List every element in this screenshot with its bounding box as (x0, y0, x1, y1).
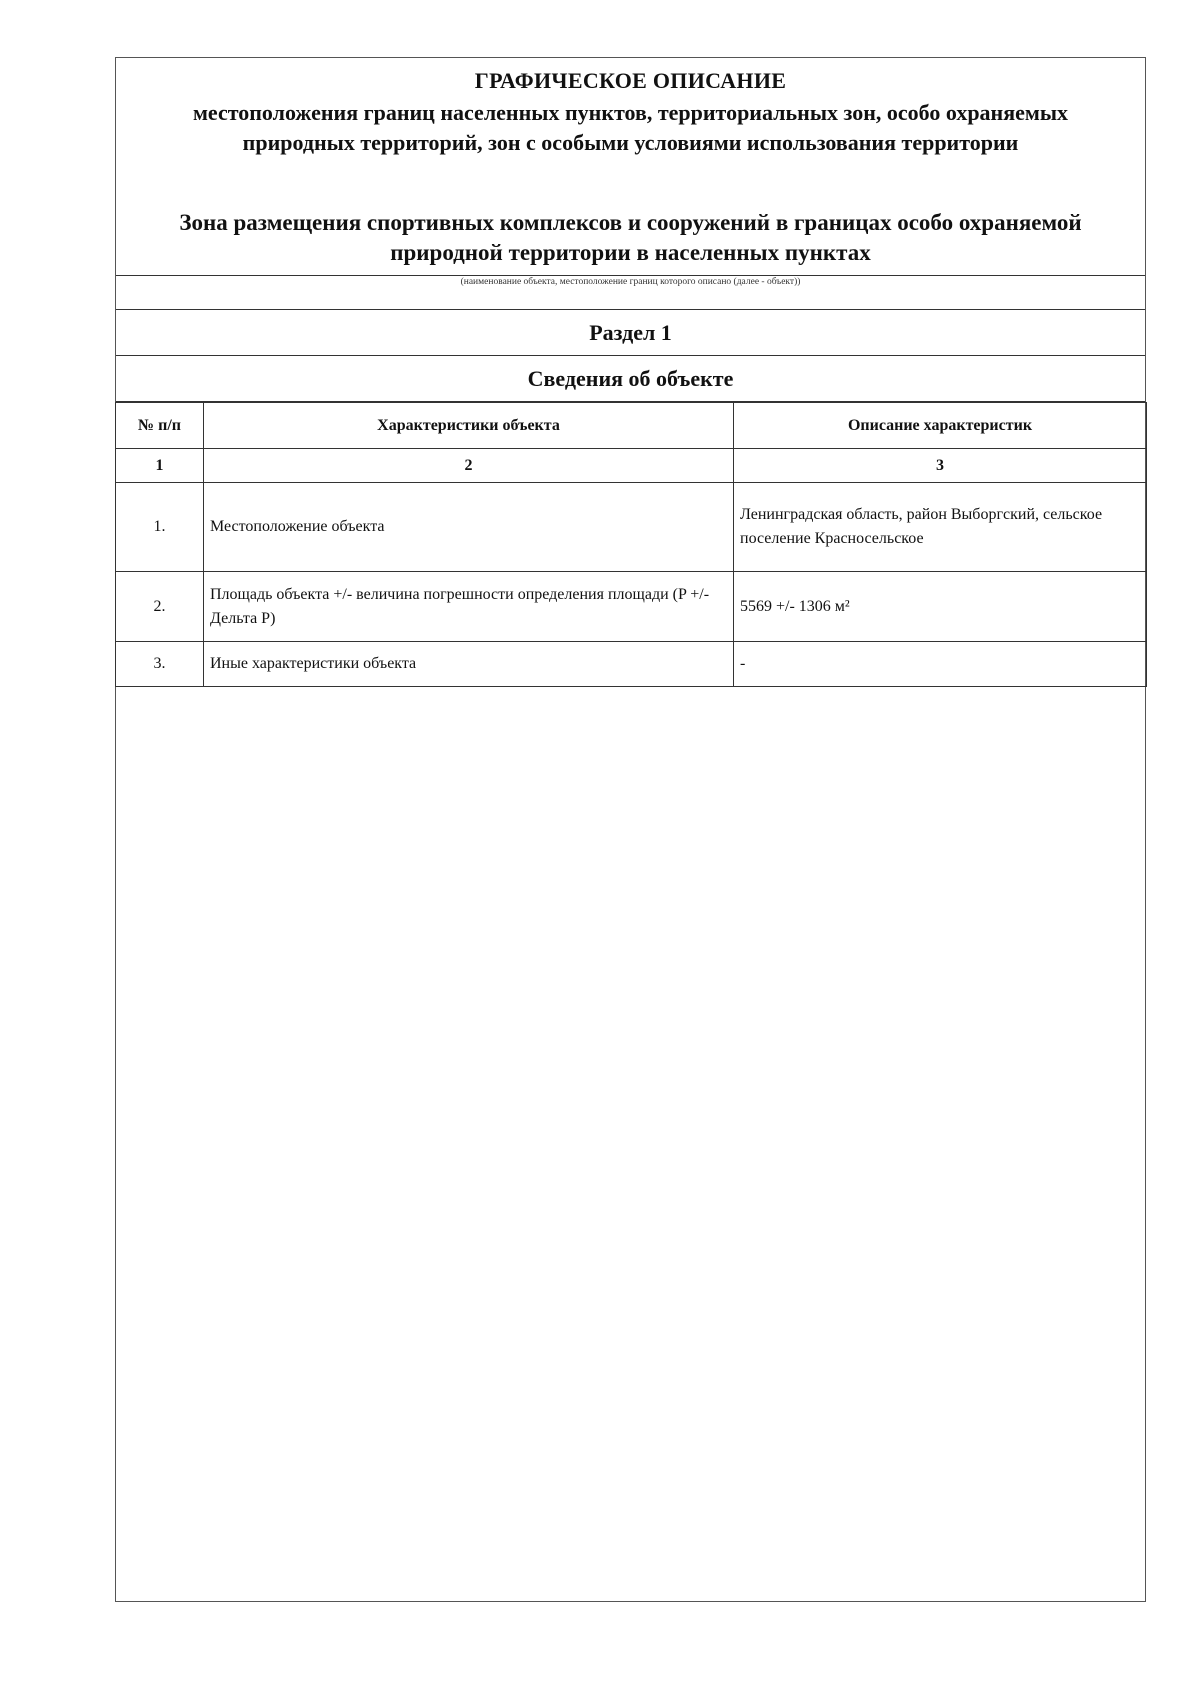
row-description: - (734, 642, 1147, 687)
row-number: 2. (116, 572, 204, 642)
table-row (116, 483, 1147, 572)
row-characteristic: Местоположение объекта (204, 483, 734, 572)
column-index: 1 (116, 449, 204, 483)
object-name: Зона размещения спортивных комплексов и сооружений в границах особо охраняемой природной территории в населенных пунктах (179, 210, 1082, 265)
table-index-row (116, 449, 1147, 483)
column-index: 3 (734, 449, 1147, 483)
table-row (116, 572, 1147, 642)
section-number: Раздел 1 (116, 310, 1145, 356)
row-description: 5569 +/- 1306 м² (734, 572, 1147, 642)
object-caption: (наименование объекта, местоположение границ которого описано (далее - объект)) (460, 277, 801, 287)
row-number: 1. (116, 483, 204, 572)
row-characteristic: Иные характеристики объекта (204, 642, 734, 687)
row-characteristic: Площадь объекта +/- величина погрешности определения площади (P +/- Дельта P) (204, 572, 734, 642)
table-row (116, 642, 1147, 687)
document-title: ГРАФИЧЕСКОЕ ОПИСАНИЕ (474, 68, 787, 93)
table-header-row (116, 403, 1147, 449)
row-description: Ленинградская область, район Выборгский, сельское поселение Красносельское (734, 483, 1147, 572)
column-header-number: № п/п (116, 403, 204, 449)
object-info-table (115, 402, 1147, 687)
section-title: Сведения об объекте (116, 356, 1145, 402)
document-page (115, 57, 1146, 1602)
object-caption-row (116, 276, 1145, 310)
column-index: 2 (204, 449, 734, 483)
document-header (116, 58, 1145, 276)
column-header-description: Описание характеристик (734, 403, 1147, 449)
document-subtitle: местоположения границ населенных пунктов, территориальных зон, особо охраняемых природных территорий, зон с особыми условиями использования территории (192, 100, 1069, 155)
column-header-characteristic: Характеристики объекта (204, 403, 734, 449)
row-number: 3. (116, 642, 204, 687)
